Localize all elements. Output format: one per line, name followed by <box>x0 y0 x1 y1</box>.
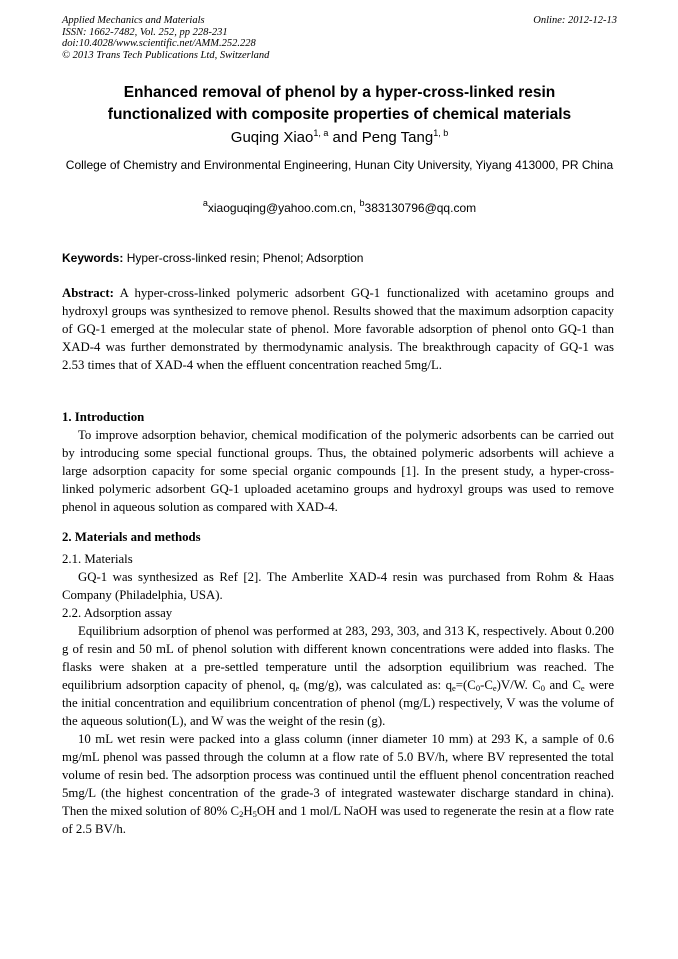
author-2-affil-sup: 1, b <box>433 128 449 138</box>
copyright-line: © 2013 Trans Tech Publications Ltd, Switzerland <box>62 49 270 61</box>
p1-text-f: and C <box>545 678 581 692</box>
online-date: Online: 2012-12-13 <box>533 15 617 26</box>
p1-text-g: were the initial concentration and equilibrium concentration of phenol (mg/L) respectively, V was the volume of the aqueous solution(L), and W was the weight of the resin (g). <box>62 678 615 728</box>
subsection-2-1-heading: 2.1. Materials <box>62 552 133 566</box>
p1-sub-0b: 0 <box>540 683 546 693</box>
p2-text-a: 10 mL wet resin were packed into a glass column (inner diameter 10 mm) at 293 K, a sample of 0.6 mg/mL phenol was passed through the column at a flow rate of 5.0 BV/h, where BV represented the total volume of resin bed. The adsorption process was continued until the effluent phenol concentration reached 5mg/L (the highest concentration of the grade-3 of integrated wastewater discharge standard in china). Then the mixed solution of 80% C <box>62 732 614 818</box>
journal-header <box>62 15 617 61</box>
p2-sub-2: 2 <box>239 809 244 819</box>
section-2-heading: 2. Materials and methods <box>62 530 201 544</box>
author-1-affil-sup: 1, a <box>313 128 329 138</box>
title-line-1: Enhanced removal of phenol by a hyper-cross-linked resin <box>123 84 556 101</box>
section-materials-methods <box>62 528 614 838</box>
p1-text-d: -C <box>480 678 493 692</box>
title-line-2: functionalized with composite properties of chemical materials <box>107 106 572 123</box>
subsection-2-1-text: GQ-1 was synthesized as Ref [2]. The Amberlite XAD-4 resin was purchased from Rohm & Haas Company (Philadelphia, USA). <box>62 570 614 602</box>
section-1-paragraph: To improve adsorption behavior, chemical modification of the polymeric adsorbents can be carried out by introducing some special functional groups. Thus, the obtained polymeric adsorbents will achieve a large adsorption capacity for some special organic compounds [1]. In the present study, a hyper-cross-linked polymeric adsorbent GQ-1 uploaded acetamino groups and hydroxyl groups was used to remove phenol in aqueous solution as compared with XAD-4. <box>62 428 614 514</box>
p1-text-c: =(C <box>455 678 476 692</box>
p1-sub-e2: e <box>452 683 456 693</box>
keywords <box>62 248 617 268</box>
keywords-text: Hyper-cross-linked resin; Phenol; Adsorption <box>123 251 364 265</box>
author-2: and Peng Tang <box>328 129 434 146</box>
abstract <box>62 284 614 374</box>
p1-text-b: (mg/g), was calculated as: q <box>299 678 453 692</box>
p1-text-a: Equilibrium adsorption of phenol was performed at 283, 293, 303, and 313 K, respectively. About 0.200 g of resin and 50 mL of phenol solution with different known concentrations were added into flasks. The flasks were shaken at a pre-settled temperature until the adsorption equilibrium was reached. The equilibrium adsorption capacity of phenol, q <box>62 624 614 692</box>
subsection-2-2-heading: 2.2. Adsorption assay <box>62 606 173 620</box>
p2-text-b: H <box>243 804 253 818</box>
abstract-label: Abstract: <box>62 286 114 300</box>
adsorption-paragraph-2 <box>62 730 614 838</box>
p1-sub-e4: e <box>580 683 585 693</box>
email-a-sup: a <box>202 198 208 208</box>
author-list <box>62 128 617 148</box>
section-1-heading: 1. Introduction <box>62 410 145 424</box>
paper-title <box>62 82 617 126</box>
email-line <box>62 198 617 218</box>
section-introduction <box>62 408 614 516</box>
p1-sub-e3: e <box>492 683 497 693</box>
affiliation: College of Chemistry and Environmental Engineering, Hunan City University, Yiyang 413000, PR China <box>65 158 614 172</box>
p1-text-e: )V/W. C <box>496 678 541 692</box>
p1-sub-e1: e <box>295 683 300 693</box>
keywords-label: Keywords: <box>62 251 124 265</box>
doi-line: doi:10.4028/www.scientific.net/AMM.252.228 <box>62 38 256 49</box>
email-b-sup: b <box>359 198 365 208</box>
adsorption-paragraph-1 <box>62 622 614 730</box>
p2-sub-5: 5 <box>252 809 257 819</box>
issn-line: ISSN: 1662-7482, Vol. 252, pp 228-231 <box>62 26 228 38</box>
author-1: Guqing Xiao <box>230 129 314 146</box>
abstract-text: A hyper-cross-linked polymeric adsorbent GQ-1 functionalized with acetamino groups and hydroxyl groups was synthesized to remove phenol. Results showed that the maximum adsorption capacity of GQ-1 emerged at the molecular state of phenol. More favorable adsorption of phenol onto GQ-1 than XAD-4 was further demonstrated by thermodynamic analysis. The breakthrough capacity of GQ-1 was 2.53 times that of XAD-4 when the effluent concentration reached 5mg/L. <box>62 286 614 372</box>
journal-name: Applied Mechanics and Materials <box>62 15 205 26</box>
p2-text-c: OH and 1 mol/L NaOH was used to regenerate the resin at a flow rate of 2.5 BV/h. <box>62 804 614 836</box>
email-b: 383130796@qq.com <box>364 201 477 215</box>
email-a: xiaoguqing@yahoo.com.cn, <box>207 201 360 215</box>
p1-sub-0a: 0 <box>475 683 481 693</box>
